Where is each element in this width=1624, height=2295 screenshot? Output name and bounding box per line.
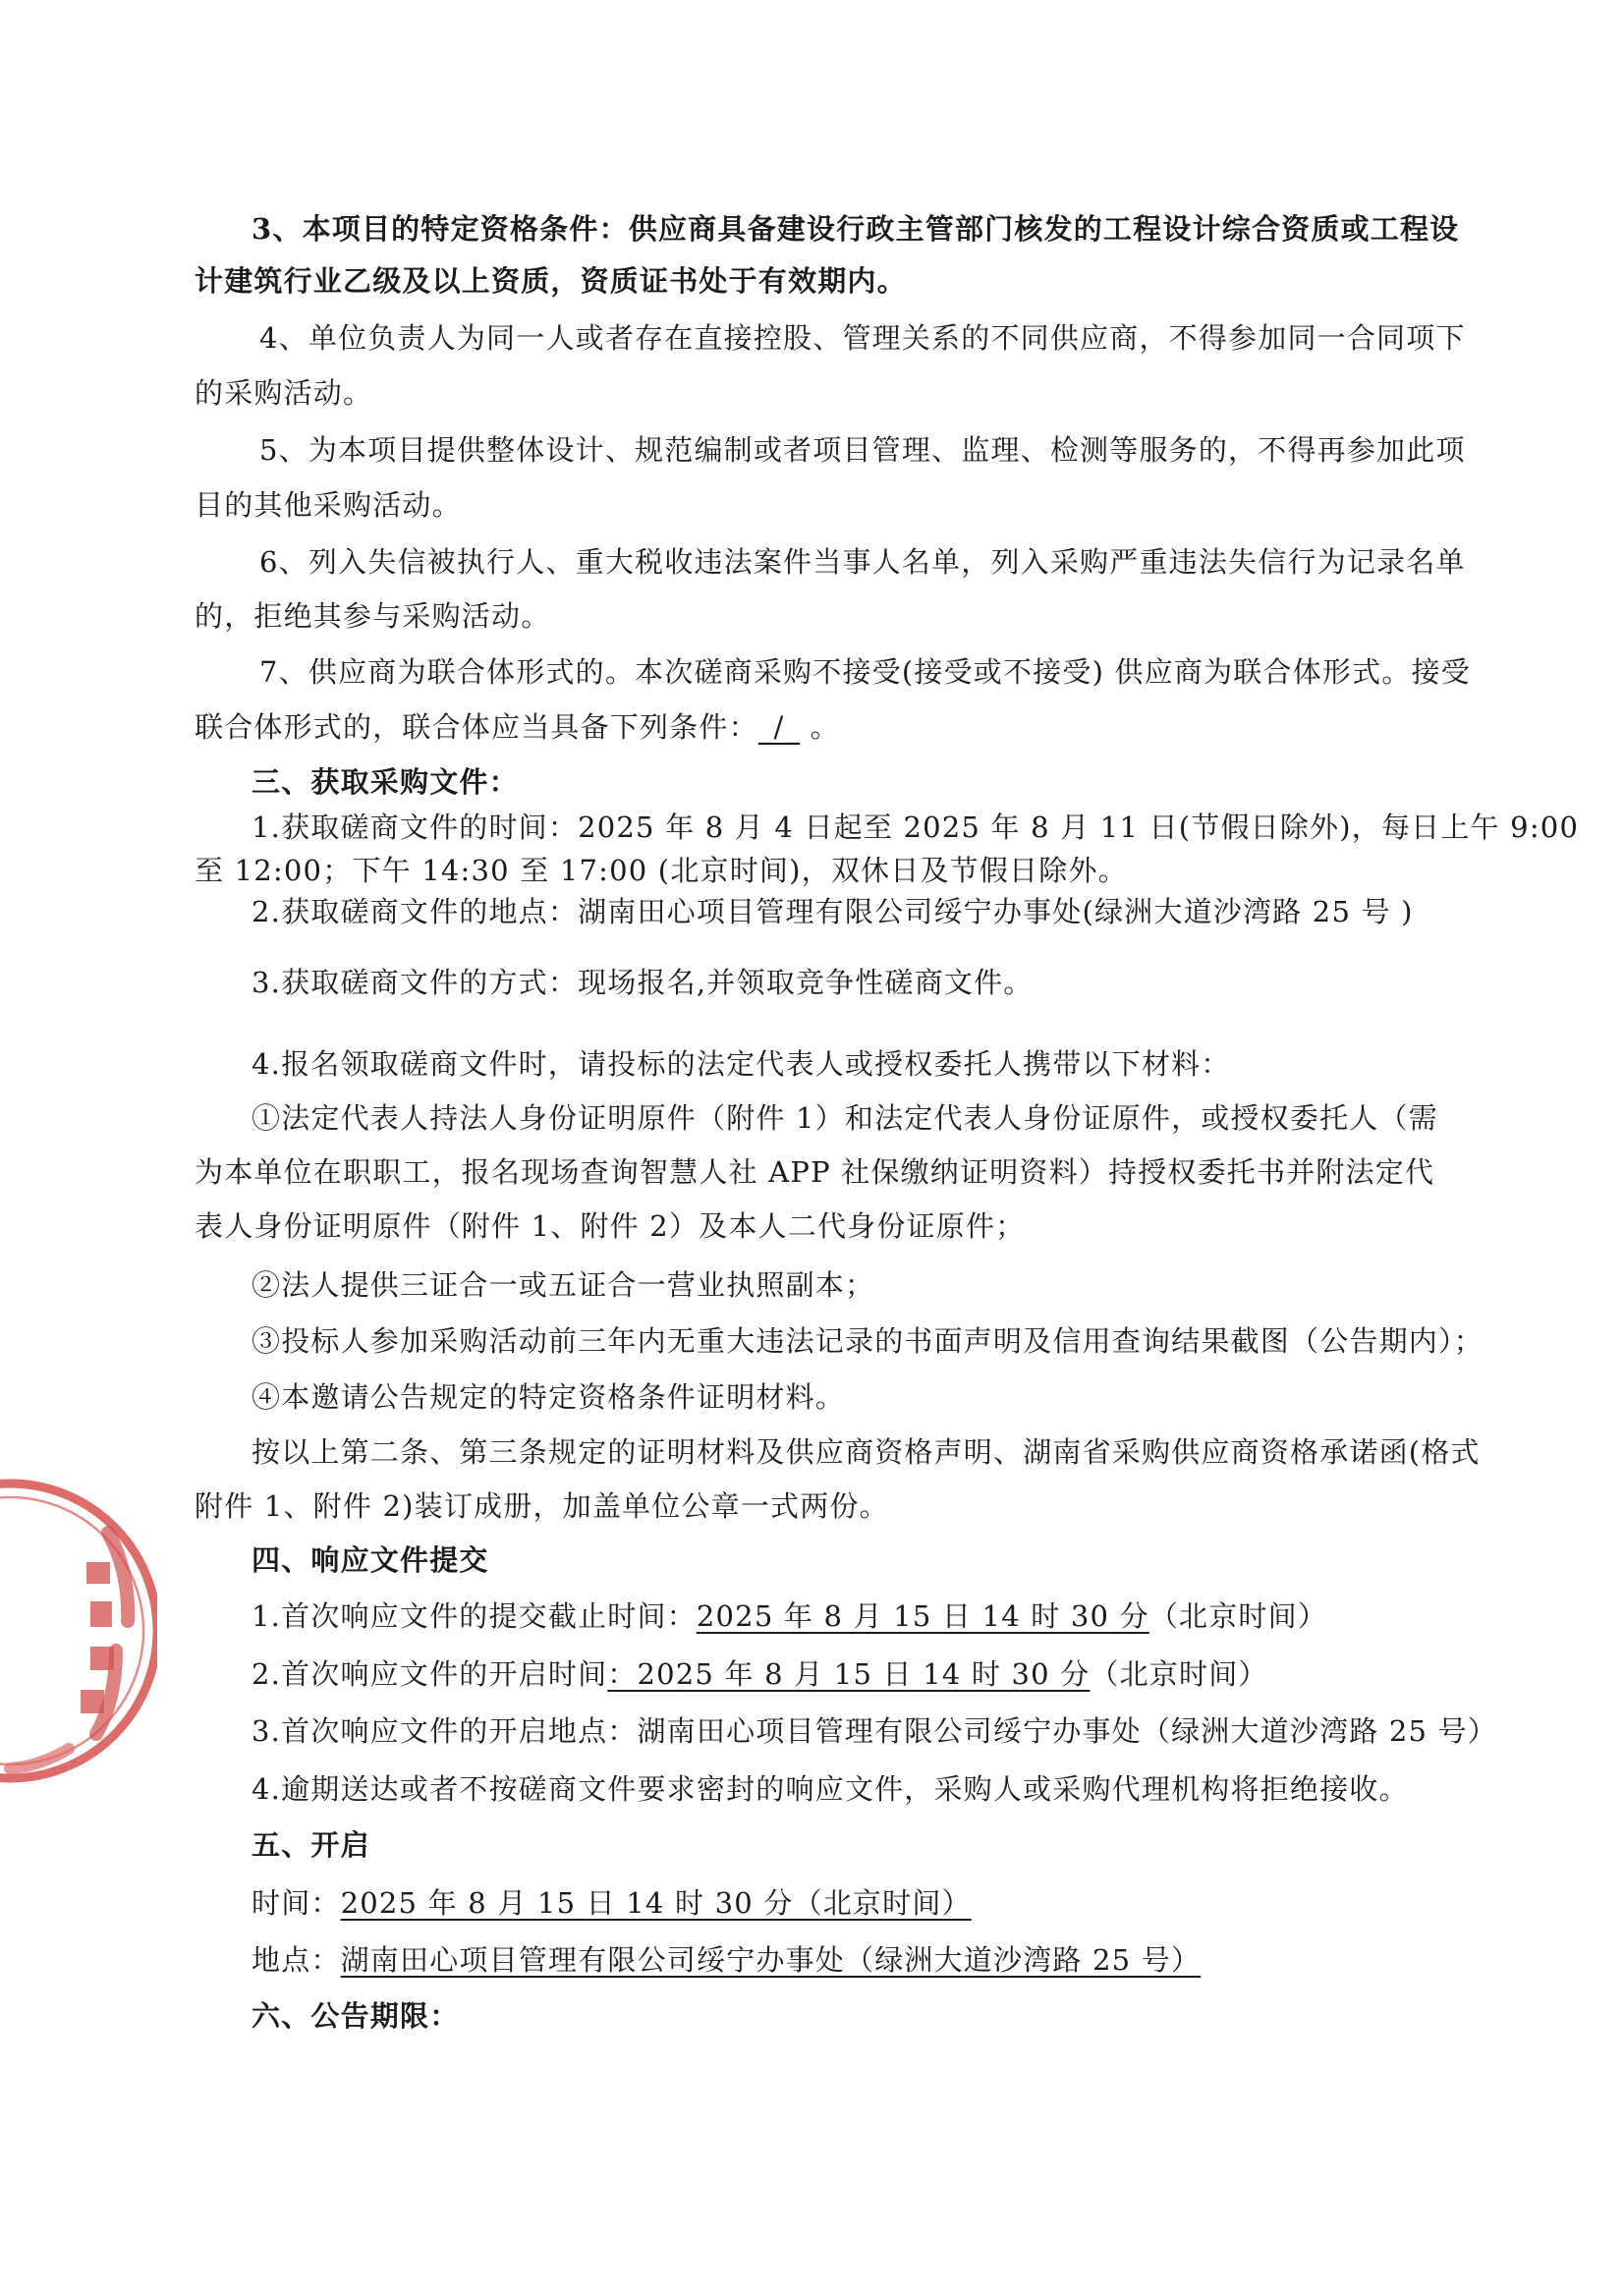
qualification-3-line-1: 3、本项目的特定资格条件：供应商具备建设行政主管部门核发的工程设计综合资质或工程设: [252, 212, 1460, 246]
material-3: ③投标人参加采购活动前三年内无重大违法记录的书面声明及信用查询结果截图（公告期内）；: [252, 1324, 1484, 1358]
opening-section-time-label: 时间：: [252, 1886, 341, 1920]
qualification-7-end: 。: [800, 710, 840, 744]
material-1-line-2: 为本单位在职职工，报名现场查询智慧人社 APP 社保缴纳证明资料）持授权委托书并附法定代: [195, 1155, 1435, 1189]
opening-section-time: [252, 1883, 972, 1923]
opening-section-place-label: 地点：: [252, 1943, 341, 1977]
section-6-heading: 六、公告期限：: [252, 1999, 460, 2033]
material-4: ④本邀请公告规定的特定资格条件证明材料。: [252, 1380, 846, 1414]
qualification-7-text: 联合体形式的，联合体应当具备下列条件：: [195, 710, 758, 744]
binding-instruction-line-2: 附件 1、附件 2)装订成册，加盖单位公章一式两份。: [195, 1489, 889, 1523]
acquire-time-line-2: 至 12:00；下午 14:30 至 17:00 (北京时间)，双休日及节假日除外。: [195, 854, 1128, 887]
qualification-4-line-2: 的采购活动。: [195, 376, 373, 410]
submission-deadline: [252, 1596, 1327, 1636]
qualification-5-line-2: 目的其他采购活动。: [195, 488, 462, 522]
material-2: ②法人提供三证合一或五证合一营业执照副本；: [252, 1268, 875, 1302]
section-5-heading: 五、开启: [252, 1828, 370, 1862]
material-1-line-1: ①法定代表人持法人身份证明原件（附件 1）和法定代表人身份证原件，或授权委托人（需: [252, 1101, 1438, 1135]
consortium-conditions-blank: _/_: [757, 710, 801, 744]
acquire-method: 3.获取磋商文件的方式：现场报名,并领取竞争性磋商文件。: [252, 966, 1034, 999]
company-seal-icon: [0, 1454, 157, 1808]
acquire-time-line-1: 1.获取磋商文件的时间：2025 年 8 月 4 日起至 2025 年 8 月 11 日(节假日除外)，每日上午 9:00: [252, 811, 1580, 844]
opening-time-value: ：2025 年 8 月 15 日 14 时 30 分: [607, 1657, 1091, 1691]
opening-time: [252, 1654, 1268, 1694]
submission-deadline-tz: （北京时间）: [1148, 1599, 1328, 1633]
section-4-heading: 四、响应文件提交: [252, 1543, 489, 1577]
material-1-line-3: 表人身份证明原件（附件 1、附件 2）及本人二代身份证原件；: [195, 1209, 1026, 1243]
qualification-6-line-1: 6、列入失信被执行人、重大税收违法案件当事人名单，列入采购严重违法失信行为记录名单: [259, 545, 1466, 579]
opening-section-place-value: 湖南田心项目管理有限公司绥宁办事处（绿洲大道沙湾路 25 号）: [340, 1943, 1202, 1977]
qualification-3-line-2: 计建筑行业乙级及以上资质，资质证书处于有效期内。: [195, 264, 907, 298]
opening-section-place: [252, 1940, 1201, 1980]
opening-section-time-value: 2025 年 8 月 15 日 14 时 30 分（北京时间）: [340, 1886, 972, 1920]
qualification-7-line-1: 7、供应商为联合体形式的。本次磋商采购不接受(接受或不接受) 供应商为联合体形式。接受: [259, 655, 1471, 689]
qualification-7-line-2: [195, 707, 840, 747]
acquire-place: 2.获取磋商文件的地点：湖南田心项目管理有限公司绥宁办事处(绿洲大道沙湾路 25 号 ): [252, 895, 1414, 928]
opening-place: 3.首次响应文件的开启地点：湖南田心项目管理有限公司绥宁办事处（绿洲大道沙湾路 25 号）: [252, 1714, 1498, 1748]
late-submission-notice: 4.逾期送达或者不按磋商文件要求密封的响应文件，采购人或采购代理机构将拒绝接收。: [252, 1772, 1409, 1806]
registration-materials-intro: 4.报名领取磋商文件时，请投标的法定代表人或授权委托人携带以下材料：: [252, 1047, 1231, 1081]
opening-time-label: 2.首次响应文件的开启时间: [252, 1657, 608, 1691]
qualification-5-line-1: 5、为本项目提供整体设计、规范编制或者项目管理、监理、检测等服务的，不得再参加此项: [259, 433, 1466, 467]
submission-deadline-value: 2025 年 8 月 15 日 14 时 30 分: [696, 1599, 1149, 1633]
opening-time-tz: （北京时间）: [1090, 1657, 1268, 1691]
submission-deadline-label: 1.首次响应文件的提交截止时间：: [252, 1599, 697, 1633]
section-3-heading: 三、获取采购文件：: [252, 765, 519, 799]
qualification-6-line-2: 的，拒绝其参与采购活动。: [195, 599, 551, 633]
qualification-4-line-1: 4、单位负责人为同一人或者存在直接控股、管理关系的不同供应商，不得参加同一合同项下: [259, 321, 1466, 355]
binding-instruction-line-1: 按以上第二条、第三条规定的证明材料及供应商资格声明、湖南省采购供应商资格承诺函(格式: [252, 1435, 1481, 1469]
